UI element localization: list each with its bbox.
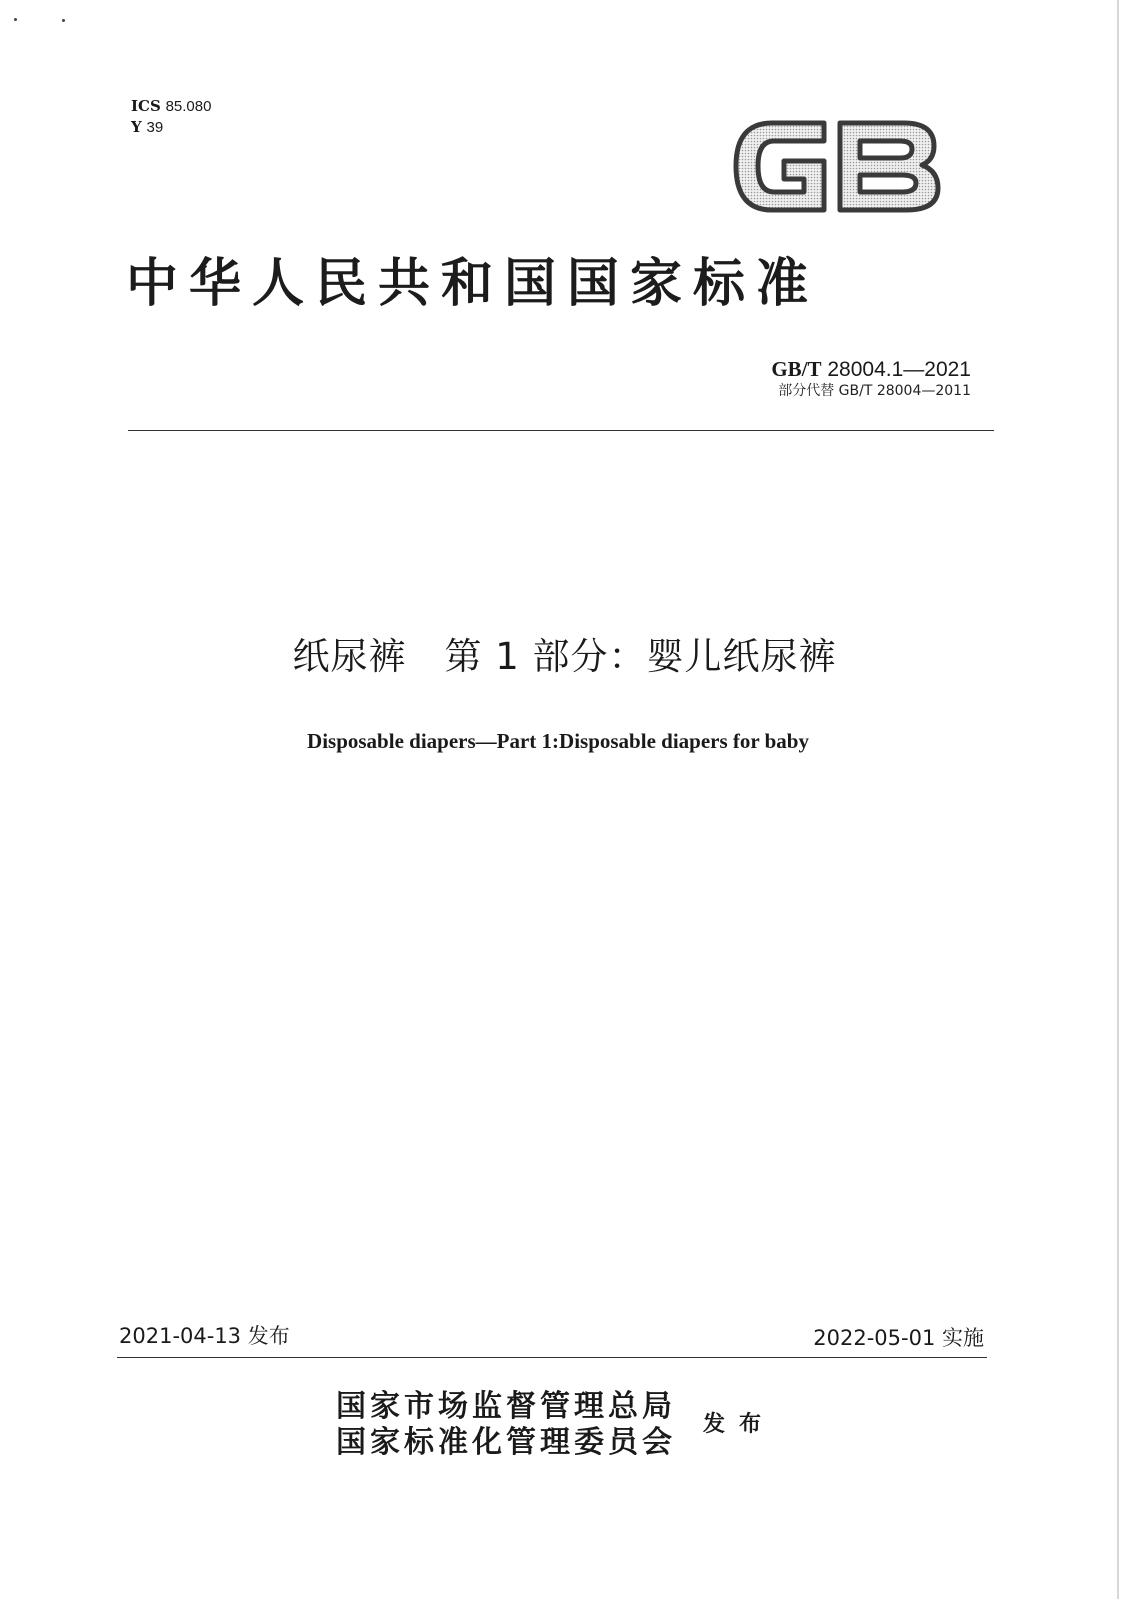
scan-dot bbox=[14, 18, 17, 21]
issuer-samr: 国家市场监督管理总局 bbox=[336, 1389, 676, 1424]
national-standard-title: 中华人民共和国国家标准 bbox=[126, 253, 820, 314]
page-edge-shadow bbox=[1117, 0, 1119, 1599]
title-english: Disposable diapers—Part 1:Disposable diapers for baby bbox=[307, 729, 809, 753]
publish-label: 发布 bbox=[703, 1411, 776, 1437]
replaces-note: 部分代替 GB/T 28004—2011 bbox=[778, 383, 971, 399]
footer-divider bbox=[117, 1357, 987, 1358]
ics-code bbox=[131, 96, 211, 117]
implementation-date: 2022-05-01 实施 bbox=[813, 1326, 984, 1350]
standard-prefix: GB/T bbox=[771, 357, 822, 381]
gb-logo bbox=[732, 113, 942, 220]
scan-dot bbox=[62, 19, 65, 22]
ccs-label: Y bbox=[131, 118, 142, 136]
issuer-sac: 国家标准化管理委员会 bbox=[336, 1425, 676, 1460]
ics-value: 85.080 bbox=[165, 98, 212, 115]
ccs-value: 39 bbox=[146, 119, 164, 136]
standard-code: 28004.1—2021 bbox=[827, 358, 971, 381]
header-divider bbox=[128, 430, 994, 431]
ccs-code bbox=[131, 117, 163, 138]
title-chinese: 纸尿裤 第 1 部分：婴儿纸尿裤 bbox=[292, 635, 837, 678]
ics-label: ICS bbox=[131, 97, 161, 115]
issue-date: 2021-04-13 发布 bbox=[119, 1324, 290, 1348]
standard-number bbox=[771, 356, 971, 383]
